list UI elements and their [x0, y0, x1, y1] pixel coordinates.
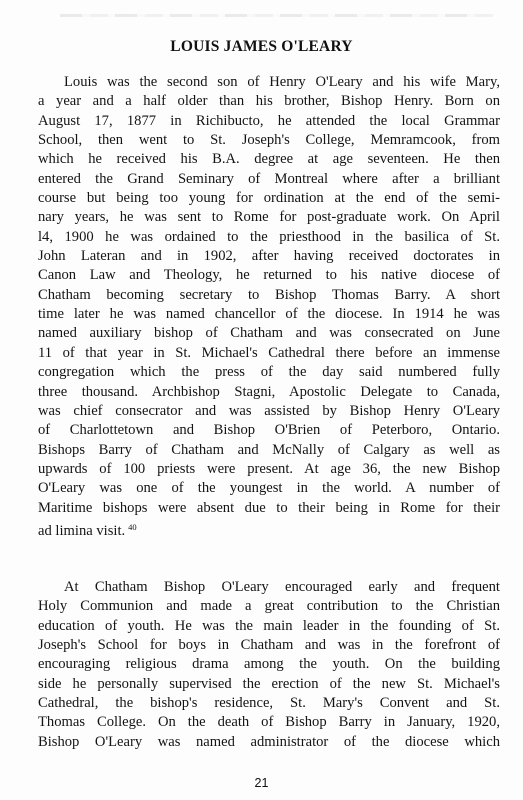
footnote-marker: 40: [128, 521, 137, 532]
paragraph-line: Bishop O'Leary was named administrator of the diocese which: [38, 733, 500, 750]
paragraph-line: nary years, he was sent to Rome for post-graduate work. On April: [38, 209, 500, 226]
paragraph-line: Maritime bishops were absent due to their being in Rome for their: [38, 499, 500, 516]
paragraph-line: was chief consecrator and was assisted by Bishop Henry O'Leary: [38, 402, 500, 419]
paragraph-line: At Chatham Bishop O'Leary encouraged early and frequent: [64, 579, 500, 595]
paragraph-line: 11 of that year in St. Michael's Cathedral there before an immense: [38, 344, 500, 361]
paragraph-line: l4, 1900 he was ordained to the priesthood in the basilica of St.: [38, 228, 500, 245]
paragraph-line: Cathedral, the bishop's residence, St. Mary's Convent and St.: [38, 695, 500, 712]
paragraph-line: side he personally supervised the erection of the new St. Michael's: [38, 675, 500, 692]
paragraph-line: of Charlottetown and Bishop O'Brien of Peterboro, Ontario.: [38, 422, 500, 439]
bleed-through-mark: [60, 14, 493, 17]
page-number: 21: [254, 776, 269, 790]
paragraph-line: which he received his B.A. degree at age seventeen. He then: [38, 151, 500, 168]
paragraph-line: encouraging religious drama among the youth. On the building: [38, 656, 500, 673]
paragraph-line: Louis was the second son of Henry O'Leary and his wife Mary,: [64, 74, 500, 90]
paragraph-line: Joseph's School for boys in Chatham and was in the forefront of: [38, 637, 500, 654]
paragraph-line: August 17, 1877 in Richibucto, he attended the local Grammar: [38, 112, 500, 129]
paragraph-line: Bishops Barry of Chatham and McNally of Calgary as well as: [38, 441, 500, 458]
paragraph-line: a year and a half older than his brother, Bishop Henry. Born on: [38, 93, 500, 110]
paragraph-line: Canon Law and Theology, he returned to his native diocese of: [38, 267, 500, 284]
paragraph-line: three thousand. Archbishop Stagni, Apostolic Delegate to Canada,: [38, 383, 500, 400]
paragraph-line-text: ad limina visit.: [38, 522, 126, 539]
paragraph-line: Thomas College. On the death of Bishop Barry in January, 1920,: [38, 714, 500, 731]
paragraph-2: [38, 578, 500, 752]
paragraph-line: O'Leary was one of the youngest in the world. A number of: [38, 480, 500, 497]
paragraph-line: named auxiliary bishop of Chatham and was consecrated on June: [38, 325, 500, 342]
paragraph-line: time later he was named chancellor of the diocese. In 1914 he was: [38, 306, 500, 323]
paragraph-line-last: [38, 518, 500, 541]
paragraph-line: course but being too young for ordination at the end of the semi-: [38, 190, 500, 207]
paragraph-line: congregation which the press of the day said numbered fully: [38, 364, 500, 381]
paragraph-line: John Lateran and in 1902, after having received doctorates in: [38, 248, 500, 265]
paragraph-line: Holy Communion and made a great contribution to the Christian: [38, 598, 500, 615]
paragraph-line: education of youth. He was the main leader in the founding of St.: [38, 617, 500, 634]
paragraph-line: entered the Grand Seminary of Montreal where after a brilliant: [38, 170, 500, 187]
paragraph-line: School, then went to St. Joseph's College, Memramcook, from: [38, 132, 500, 149]
paragraph-1: [38, 73, 500, 541]
page-title: LOUIS JAMES O'LEARY: [170, 38, 353, 55]
paragraph-line: upwards of 100 priests were present. At age 36, the new Bishop: [38, 460, 500, 477]
paragraph-line: Chatham becoming secretary to Bishop Thomas Barry. A short: [38, 286, 500, 303]
